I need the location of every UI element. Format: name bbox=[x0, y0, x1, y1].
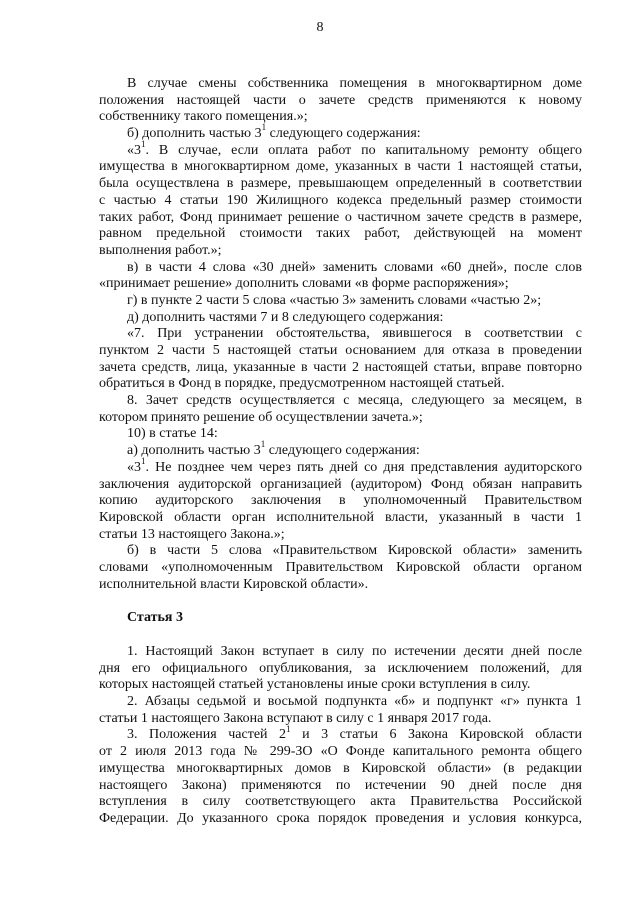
paragraph-line: «$3^1$. В случае, если оплата работ по капитальному ремонту общего bbox=[127, 139, 582, 158]
paragraph-line: а) дополнить частью $3^1$ следующего содержания: bbox=[127, 439, 420, 459]
paragraph-line: таких работ, Фонд принимает решение о частичном зачете средств в размере, bbox=[99, 209, 582, 225]
paragraph-line: Федерации. До указанного срока порядок проведения и условия конкурса, bbox=[99, 810, 582, 826]
paragraph-line: собственнику такого помещения.»; bbox=[99, 109, 308, 125]
paragraph-line: «принимает решение» дополнить словами «в форме распоряжения»; bbox=[99, 276, 509, 292]
paragraph-line: «$3^1$. Не позднее чем через пять дней со дня представления аудиторского bbox=[127, 456, 582, 475]
paragraph-line: равном предельной стоимости таких работ, действующей на момент bbox=[99, 226, 582, 242]
paragraph-line: от 2 июля 2013 года № 299-ЗО «О Фонде капитального ремонта общего bbox=[99, 744, 582, 760]
document-body bbox=[99, 76, 582, 828]
paragraph-line: обратиться в Фонд в порядке, предусмотренном настоящей статьей. bbox=[99, 376, 505, 392]
paragraph-line: дня его официального опубликования, за исключением положений, для bbox=[99, 660, 582, 676]
paragraph-line: б) дополнить частью $3^1$ следующего содержания: bbox=[127, 122, 421, 142]
paragraph-line: словами «уполномоченным Правительством Кировской области органом bbox=[99, 559, 582, 575]
paragraph-line: положения настоящей части о зачете средств применяются к новому bbox=[99, 92, 582, 108]
paragraph-line: котором принято решение об осуществлении зачета.»; bbox=[99, 409, 423, 425]
paragraph-line: исполнительной власти Кировской области». bbox=[99, 576, 369, 592]
paragraph-line: с частью 4 статьи 190 Жилищного кодекса предельный размер стоимости bbox=[99, 192, 582, 208]
paragraph-line: «7. При устранении обстоятельства, явившегося в соответствии с bbox=[127, 326, 582, 342]
paragraph-line: пунктом 2 части 5 настоящей статьи основанием для отказа в проведении bbox=[99, 343, 582, 358]
paragraph-line: б) в части 5 слова «Правительством Кировской области» заменить bbox=[127, 543, 582, 559]
paragraph-line: была осуществлена в размере, превышающем определенный в соответствии bbox=[99, 176, 582, 192]
paragraph-line: которых настоящей статьей установлены иные сроки вступления в силу. bbox=[99, 677, 531, 693]
paragraph-line: выполнения работ.»; bbox=[99, 242, 222, 258]
superscript: 1 bbox=[286, 723, 291, 734]
superscript: 1 bbox=[141, 139, 146, 150]
page-number: 8 bbox=[316, 20, 324, 35]
paragraph-line: г) в пункте 2 части 5 слова «частью 3» заменить словами «частью 2»; bbox=[127, 292, 542, 308]
superscript: 1 bbox=[141, 456, 146, 467]
superscript: 1 bbox=[260, 439, 266, 450]
paragraph-line: 10) в статье 14: bbox=[127, 426, 218, 442]
paragraph-line: имущества многоквартирных домов в Кировской области» (в редакции bbox=[99, 760, 582, 776]
paragraph-line: в) в части 4 слова «30 дней» заменить словами «60 дней», после слов bbox=[127, 259, 582, 275]
paragraph-line: имущества в многоквартирном доме, указанных в части 1 настоящей статьи, bbox=[99, 159, 582, 175]
paragraph-line: В случае смены собственника помещения в многоквартирном доме bbox=[127, 76, 582, 91]
paragraph-line: Кировской области орган исполнительной власти, указанный в части 1 bbox=[99, 509, 582, 525]
paragraph-line: копию аудиторского заключения в уполномоченный Правительством bbox=[99, 493, 582, 509]
paragraph-line: статьи 1 настоящего Закона вступают в силу с 1 января 2017 года. bbox=[99, 710, 492, 726]
paragraph-line: 2. Абзацы седьмой и восьмой подпункта «б» и подпункт «г» пункта 1 bbox=[127, 694, 582, 710]
paragraph-line: 8. Зачет средств осуществляется с месяца, следующего за месяцем, в bbox=[127, 393, 582, 409]
paragraph-line: заключения аудиторской организацией (аудитором) Фонд обязан направить bbox=[99, 476, 582, 492]
paragraph-line: статьи 13 настоящего Закона.»; bbox=[99, 526, 285, 542]
paragraph-line: настоящего Закона) применяются по истечении 90 дней после дня bbox=[99, 777, 582, 793]
paragraph-line: д) дополнить частями 7 и 8 следующего содержания: bbox=[127, 309, 444, 325]
superscript: 1 bbox=[261, 122, 267, 133]
paragraph-line: 3. Положения частей $2^1$ и 3 статьи 6 Закона Кировской области bbox=[127, 723, 582, 743]
paragraph-line: вступления в силу соответствующего акта Правительства Российской bbox=[99, 794, 582, 810]
article-heading: Статья 3 bbox=[127, 610, 183, 626]
paragraph-line: 1. Настоящий Закон вступает в силу по истечении десяти дней после bbox=[127, 644, 582, 659]
paragraph-line: зачета средств, лица, указанные в части 2 настоящей статьи, вправе повторно bbox=[99, 359, 582, 375]
